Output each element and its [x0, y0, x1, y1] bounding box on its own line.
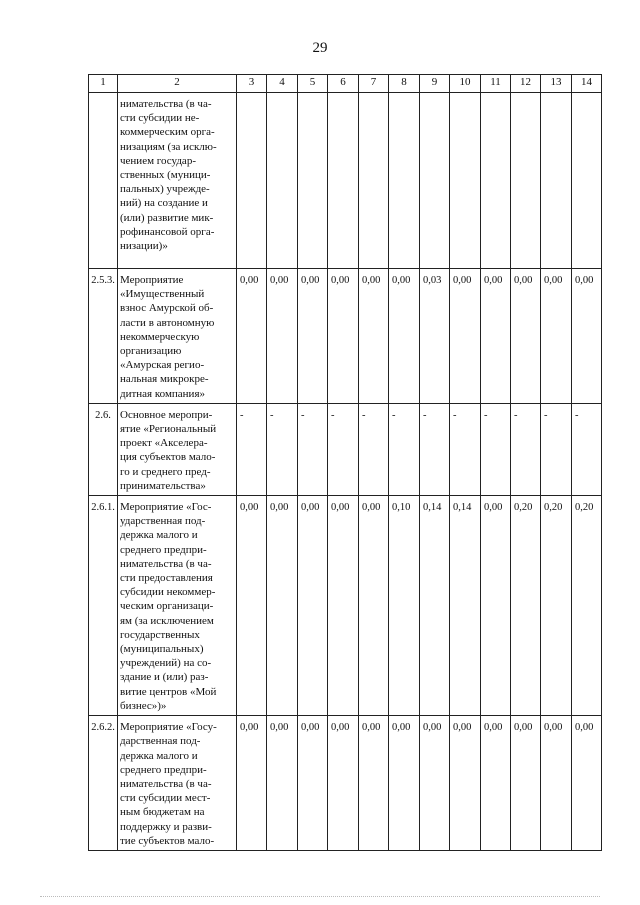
description-line: ция субъектов мало- [120, 451, 216, 464]
header-cell: 7 [359, 75, 389, 93]
value-cell [389, 93, 420, 269]
description-line: нимательства (в ча- [120, 777, 212, 790]
value-cell: 0,14 [420, 496, 450, 716]
value-cell: - [298, 403, 328, 495]
value-cell: 0,00 [389, 269, 420, 404]
value-cell [267, 93, 298, 269]
description-line: держка малого и [120, 529, 198, 542]
description-line: «Амурская регио- [120, 359, 205, 372]
header-cell: 12 [511, 75, 541, 93]
page-number: 29 [312, 40, 328, 56]
row-number-cell: 2.6. [89, 403, 118, 495]
table-row [89, 716, 602, 851]
value-cell [511, 93, 541, 269]
value-cell: 0,00 [328, 716, 359, 851]
description-line: взнос Амурской об- [120, 302, 214, 315]
description-line: нальная микрокре- [120, 373, 209, 386]
value-cell [298, 93, 328, 269]
value-cell: 0,20 [541, 496, 572, 716]
value-cell: 0,00 [328, 496, 359, 716]
row-number-cell: 2.6.2. [89, 716, 118, 851]
description-line: дарственная под- [120, 735, 201, 748]
value-cell: - [267, 403, 298, 495]
value-cell: - [328, 403, 359, 495]
description-line: ным бюджетам на [120, 806, 205, 819]
description-line: пальных) учрежде- [120, 183, 210, 196]
value-cell [572, 93, 602, 269]
row-number-cell: 2.5.3. [89, 269, 118, 404]
header-cell: 4 [267, 75, 298, 93]
value-cell: 0,00 [267, 496, 298, 716]
value-cell: 0,00 [389, 716, 420, 851]
description-line: нимательства (в ча- [120, 557, 212, 570]
footer-rule [40, 896, 600, 897]
header-cell: 6 [328, 75, 359, 93]
value-cell: 0,10 [389, 496, 420, 716]
value-cell: 0,00 [572, 269, 602, 404]
description-cell [118, 403, 237, 495]
value-cell: 0,00 [541, 716, 572, 851]
description-line: сти субсидии мест- [120, 792, 211, 805]
value-cell: - [420, 403, 450, 495]
value-cell: 0,00 [298, 716, 328, 851]
table-row [89, 496, 602, 716]
header-cell: 2 [118, 75, 237, 93]
header-cell: 14 [572, 75, 602, 93]
description-line: среднего предпри- [120, 763, 207, 776]
value-cell: 0,00 [481, 716, 511, 851]
description-line: принимательства» [120, 479, 206, 492]
description-line: ственных (муници- [120, 169, 211, 182]
description-line: бизнес»)» [120, 699, 167, 712]
value-cell: 0,00 [237, 496, 267, 716]
description-line: ятие «Региональный [120, 423, 217, 436]
description-line: дитная компания» [120, 387, 206, 400]
description-line: организацию [120, 345, 182, 358]
header-cell: 8 [389, 75, 420, 93]
value-cell: 0,00 [328, 269, 359, 404]
value-cell: 0,00 [298, 496, 328, 716]
description-line: проект «Акселера- [120, 437, 208, 450]
value-cell: 0,00 [420, 716, 450, 851]
description-line: го и среднего пред- [120, 465, 211, 478]
value-cell: 0,00 [450, 716, 481, 851]
value-cell: 0,00 [298, 269, 328, 404]
value-cell [481, 93, 511, 269]
description-line: поддержку и разви- [120, 820, 212, 833]
table-row [89, 269, 602, 404]
description-cell [118, 496, 237, 716]
header-cell: 11 [481, 75, 511, 93]
value-cell: - [359, 403, 389, 495]
value-cell: - [237, 403, 267, 495]
description-line: нимательства (в ча- [120, 98, 212, 110]
description-line: ласти в автономную [120, 316, 215, 329]
value-cell: 0,00 [359, 716, 389, 851]
value-cell: 0,00 [541, 269, 572, 404]
description-cell [118, 269, 237, 404]
description-line: тие субъектов мало- [120, 834, 215, 847]
table-row [89, 403, 602, 495]
description-line: низации)» [120, 240, 168, 253]
header-cell: 13 [541, 75, 572, 93]
value-cell: 0,00 [572, 716, 602, 851]
description-line: (или) развитие мик- [120, 211, 214, 224]
description-line: Основное меропри- [120, 408, 213, 421]
description-line: Мероприятие «Гос- [120, 501, 212, 514]
value-cell: 0,00 [511, 716, 541, 851]
table-header-row [89, 75, 602, 93]
description-cell [118, 716, 237, 851]
description-line: коммерческим орга- [120, 126, 215, 139]
value-cell: 0,00 [237, 716, 267, 851]
value-cell: - [572, 403, 602, 495]
value-cell [450, 93, 481, 269]
value-cell: - [481, 403, 511, 495]
description-line: ческим организаци- [120, 600, 214, 613]
description-line: некоммерческую [120, 330, 200, 343]
header-cell: 10 [450, 75, 481, 93]
value-cell [328, 93, 359, 269]
row-number-cell [89, 93, 118, 269]
description-line: среднего предпри- [120, 543, 207, 556]
description-line: ударственная под- [120, 515, 206, 528]
description-line: государственных [120, 628, 200, 641]
value-cell: 0,14 [450, 496, 481, 716]
description-cell [118, 93, 237, 269]
description-line: рофинансовой орга- [120, 225, 215, 238]
value-cell [541, 93, 572, 269]
description-line: учреждений) на со- [120, 657, 212, 670]
description-line: (муниципальных) [120, 643, 204, 656]
value-cell: 0,20 [572, 496, 602, 716]
description-line: ний) на создание и [120, 197, 208, 210]
value-cell: 0,20 [511, 496, 541, 716]
value-cell: - [389, 403, 420, 495]
value-cell: 0,00 [359, 269, 389, 404]
value-cell: - [511, 403, 541, 495]
value-cell: 0,00 [511, 269, 541, 404]
value-cell: 0,00 [481, 496, 511, 716]
header-cell: 1 [89, 75, 118, 93]
value-cell [359, 93, 389, 269]
header-cell: 3 [237, 75, 267, 93]
value-cell: 0,00 [267, 716, 298, 851]
value-cell: - [541, 403, 572, 495]
description-line: субсидии некоммер- [120, 586, 216, 599]
description-line: Мероприятие [120, 274, 184, 286]
description-line: сти субсидии не- [120, 112, 200, 125]
value-cell [237, 93, 267, 269]
description-line: здание и (или) раз- [120, 671, 209, 684]
value-cell: 0,03 [420, 269, 450, 404]
table-row [89, 93, 602, 269]
value-cell: 0,00 [237, 269, 267, 404]
value-cell: - [450, 403, 481, 495]
value-cell: 0,00 [359, 496, 389, 716]
value-cell: 0,00 [481, 269, 511, 404]
description-line: Мероприятие «Госу- [120, 721, 217, 734]
value-cell: 0,00 [450, 269, 481, 404]
description-line: витие центров «Мой [120, 685, 217, 698]
header-cell: 5 [298, 75, 328, 93]
value-cell [420, 93, 450, 269]
description-line: «Имущественный [120, 288, 205, 301]
description-line: низациям (за исклю- [120, 140, 217, 153]
row-number-cell: 2.6.1. [89, 496, 118, 716]
description-line: сти предоставления [120, 572, 213, 585]
value-cell: 0,00 [267, 269, 298, 404]
header-cell: 9 [420, 75, 450, 93]
description-line: ям (за исключением [120, 614, 214, 627]
description-line: держка малого и [120, 749, 198, 762]
description-line: чением государ- [120, 154, 196, 167]
data-table [88, 74, 602, 851]
